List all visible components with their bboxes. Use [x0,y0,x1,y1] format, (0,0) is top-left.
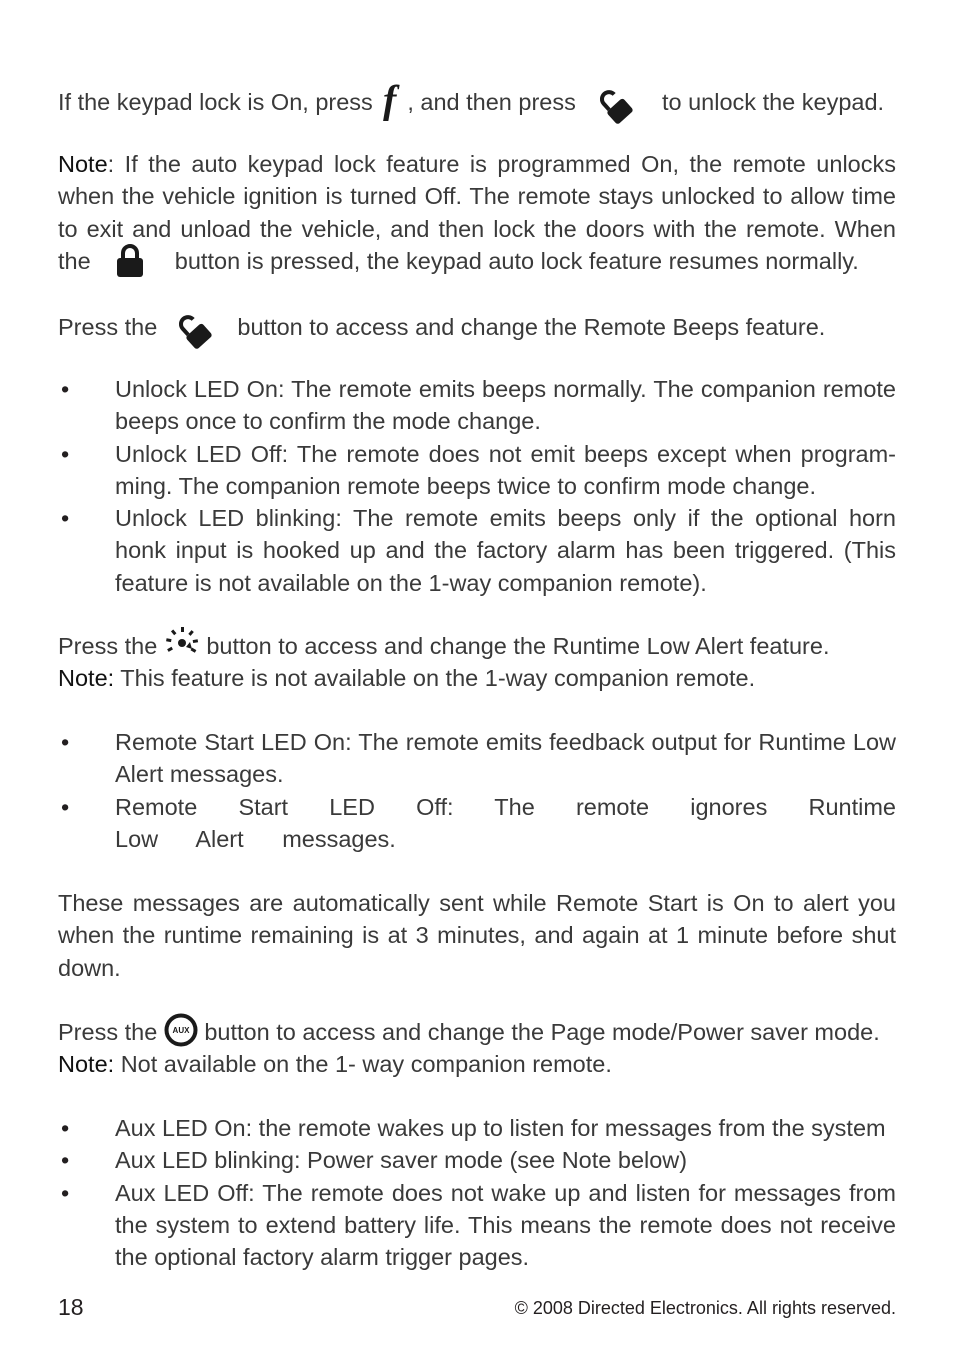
list-item [58,791,896,856]
aux-icon [164,1012,198,1044]
bullet: • [61,1115,70,1141]
lock-padlock-icon [114,243,146,277]
instruction-text: button to access and change the Page mode/Power saver mode. [204,1019,880,1045]
bullet: • [61,505,70,532]
note-text: : If the auto keypad lock feature is programmed On, the remote unlocks when the vehicle ignition is turned Off. The remote stays unlocked to allow time to exit and unload the vehicle, and then lock the doors with the remote. When the [58,151,896,274]
function-f-icon [381,81,407,121]
bullet: • [61,729,70,755]
note-text: Not available on the 1- way companion remote. [120,1051,612,1078]
unlock-padlock-icon [597,84,637,124]
bullet: • [61,376,70,402]
keypad-lock-instruction [58,81,896,124]
runtime-messages-paragraph [58,887,896,984]
list-item [58,373,896,438]
instruction-text: button to access and change the Runtime Low Alert feature. [206,633,830,659]
note-label: Note: [58,665,115,692]
page-number: 18 [58,1294,84,1320]
instruction-text: button to access and change the Remote Beeps feature. [237,314,826,341]
list-item [58,438,896,503]
page-mode-instruction [58,1016,896,1081]
bullet: • [61,1147,70,1174]
paragraph-text: These messages are automatically sent while Remote Start is On to alert you when the runtime remaining is at 3 minutes, and again at 1 minute before shut down. [58,890,896,981]
instruction-text: If the keypad lock is On, press [58,89,373,116]
aux-icon-label: AUX [172,1025,190,1035]
instruction-text: Press the [58,314,158,341]
copyright-notice: © 2008 Directed Electronics. All rights reserved. [514,1298,896,1318]
instruction-text: , and then press [407,89,576,116]
list-item-text: Remote Start LED Off: The remote ignores Runtime Low Alert messages. [115,793,896,852]
list-item-text: Unlock LED blinking: The remote emits beeps only if the optional horn honk input is hooked up and the factory alarm has been triggered. (This feature is not available on the 1-way companion remote). [115,505,896,596]
bullet: • [61,1179,70,1206]
instruction-text: Press the [58,1019,158,1045]
svg-text:f: f [383,81,397,121]
note-text: button is pressed, the keypad auto lock feature resumes normally. [174,247,859,274]
list-item-text: Remote Start LED On: The remote emits feedback output for Runtime Low Alert messages. [115,729,896,788]
list-item-text: Unlock LED Off: The remote does not emit beeps except when program-ming. The companion remote beeps twice to confirm mode change. [115,440,896,499]
bullet: • [61,440,70,467]
list-item [58,1112,896,1144]
runtime-low-alert-instruction [58,630,896,695]
bullet: • [61,793,70,820]
aux-led-list [58,1112,896,1273]
note-label: Note: [58,1051,115,1078]
remote-beeps-instruction [58,309,896,349]
remote-start-icon [164,625,200,657]
list-item-text: Aux LED On: the remote wakes up to listen for messages from the system [115,1115,886,1141]
auto-keypad-lock-note [58,148,896,277]
instruction-text: to unlock the keypad. [661,89,885,116]
instruction-text: Press the [58,633,158,659]
note-label: Note [58,151,108,177]
list-item [58,502,896,599]
page-footer [58,1294,896,1324]
unlock-padlock-icon [176,309,216,349]
runtime-low-alert-list [58,726,896,855]
list-item-text: Unlock LED On: The remote emits beeps normally. The companion remote beeps once to confirm the mode change. [115,376,896,435]
note-text: This feature is not available on the 1-way companion remote. [120,665,756,692]
list-item-text: Aux LED blinking: Power saver mode (see Note below) [115,1147,688,1174]
remote-beeps-list [58,373,896,599]
list-item [58,726,896,791]
list-item [58,1144,896,1176]
list-item [58,1177,896,1274]
list-item-text: Aux LED Off: The remote does not wake up and listen for messages from the system to extend battery life. This means the remote does not receive the optional factory alarm trigger pages. [115,1179,896,1271]
